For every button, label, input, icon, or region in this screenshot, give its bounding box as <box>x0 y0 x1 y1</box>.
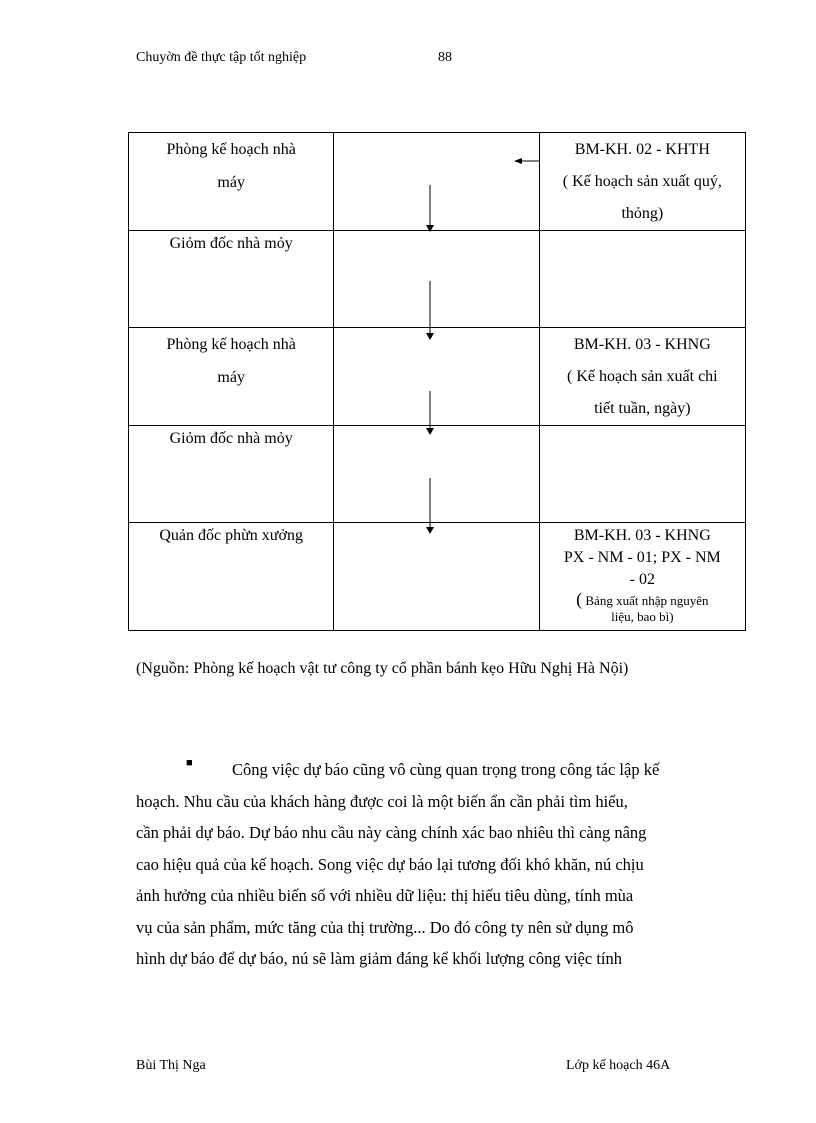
doc-cell <box>539 328 745 426</box>
dept-cell <box>129 328 334 426</box>
dept-cell <box>129 133 334 231</box>
dept-cell <box>129 231 334 328</box>
source-note: (Nguồn: Phòng kế hoạch vật tư công ty cổ phần bánh kẹo Hữu Nghị Hà Nội) <box>136 660 629 677</box>
paragraph-line: Công việc dự báo cũng vô cùng quan trọng trong công tác lập kế <box>232 760 660 779</box>
paragraph-line: cao hiệu quả của kế hoạch. Song việc dự báo lại tương đối khó khăn, nú chịu <box>136 854 644 874</box>
flow-arrows <box>334 133 539 230</box>
paragraph-line: cần phải dự báo. Dự báo nhu cầu này càng chính xác bao nhiêu thì càng nâng <box>136 823 647 842</box>
flow-cell <box>334 523 539 631</box>
dept-label: Quản đốc phừn xưởng <box>159 527 303 544</box>
flow-arrows <box>334 328 539 425</box>
footer-class: Lớp kế hoạch 46A <box>566 1058 671 1073</box>
down-arrow-icon <box>426 185 434 232</box>
left-arrow-icon <box>514 158 539 164</box>
dept-cell <box>129 523 334 631</box>
dept-label: máy <box>217 174 245 191</box>
page-number: 88 <box>438 50 452 65</box>
paragraph-line: hoạch. Nhu cầu của khách hàng được coi là một biến ẩn cần phải tìm hiểu, <box>136 791 628 811</box>
doc-desc: liệu, bao bì) <box>611 609 674 624</box>
flow-cell <box>334 231 539 328</box>
doc-code: - 02 <box>629 571 655 588</box>
dept-label: Giỏm đốc nhà mỏy <box>169 430 293 447</box>
dept-label: máy <box>217 369 245 386</box>
dept-label: Phòng kế hoạch nhà <box>166 336 296 353</box>
flow-cell <box>334 133 539 231</box>
doc-desc: ( Kế hoạch sản xuất chi <box>567 368 718 385</box>
page-header-title: Chuyờn đề thực tập tốt nghiệp <box>136 50 307 65</box>
flow-cell <box>334 328 539 426</box>
doc-paren: ( <box>576 589 583 609</box>
table-row <box>129 133 746 231</box>
square-bullet-icon: ■ <box>186 757 193 769</box>
dept-label: Phòng kế hoạch nhà <box>166 141 296 158</box>
doc-cell <box>539 426 745 523</box>
paragraph-line: vụ của sản phẩm, mức tăng của thị trường... Do đó công ty nên sử dụng mô <box>136 917 634 937</box>
doc-code: BM-KH. 02 - KHTH <box>574 141 710 158</box>
flow-arrows <box>334 426 539 523</box>
doc-cell <box>539 133 745 231</box>
dept-cell <box>129 426 334 523</box>
table-row <box>129 328 746 426</box>
doc-code: PX - NM - 01; PX - NM <box>563 549 721 566</box>
doc-cell <box>539 231 745 328</box>
doc-desc: Bảng xuất nhập nguyên <box>582 593 709 608</box>
doc-code: BM-KH. 03 - KHNG <box>573 527 711 544</box>
doc-desc: thỏng) <box>621 205 664 222</box>
paragraph-line: hình dự báo để dự báo, nú sẽ làm giảm đáng kể khối lượng công việc tính <box>136 949 623 968</box>
body-paragraph <box>136 754 746 975</box>
doc-desc: ( Kế hoạch sản xuất quý, <box>562 173 722 190</box>
doc-desc: tiết tuần, ngày) <box>594 400 691 417</box>
planning-flow-table <box>128 132 746 631</box>
paragraph-line: ảnh hưởng của nhiều biến số với nhiều dữ liệu: thị hiếu tiêu dùng, tính mùa <box>136 886 634 905</box>
doc-code: BM-KH. 03 - KHNG <box>573 336 711 353</box>
table-row <box>129 231 746 328</box>
footer-author: Bùi Thị Nga <box>136 1058 206 1073</box>
flow-arrows <box>334 231 539 328</box>
doc-cell <box>539 523 745 631</box>
flow-cell <box>334 426 539 523</box>
dept-label: Giỏm đốc nhà mỏy <box>169 235 293 252</box>
table-row <box>129 523 746 631</box>
table-row <box>129 426 746 523</box>
